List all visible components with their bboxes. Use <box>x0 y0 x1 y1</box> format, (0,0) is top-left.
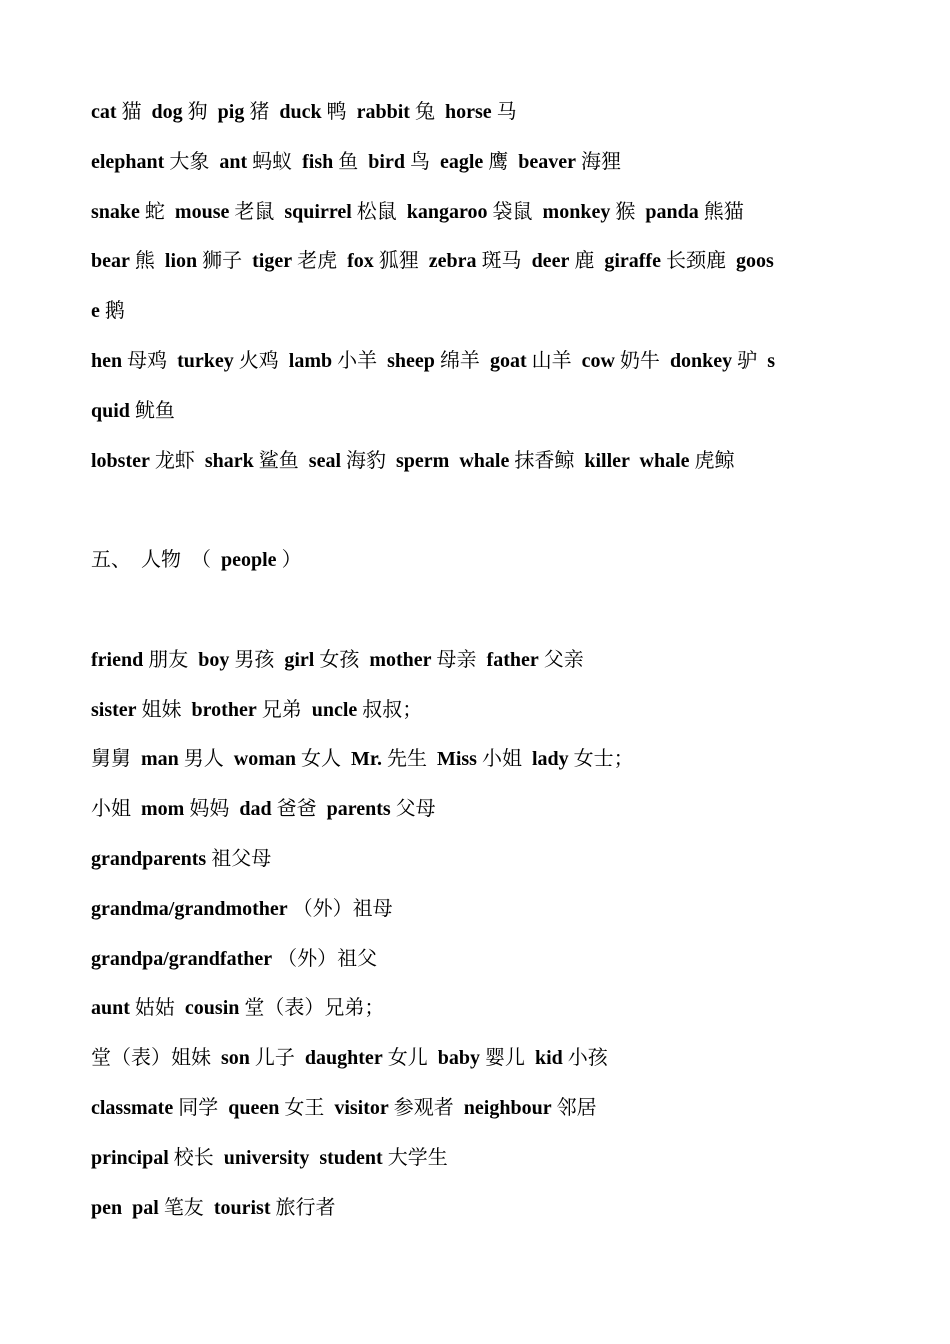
english-word: zebra <box>428 250 477 273</box>
chinese-meaning: 蛇 <box>144 200 165 223</box>
chinese-meaning: 山羊 <box>531 349 572 372</box>
vocab-line <box>91 887 871 937</box>
chinese-meaning: 五、 人物 （ <box>91 549 211 572</box>
blank-line <box>91 488 871 538</box>
vocab-line <box>91 289 871 339</box>
english-word: brother <box>191 698 257 721</box>
chinese-meaning: 鱿鱼 <box>134 399 175 422</box>
english-word: son <box>221 1047 250 1070</box>
chinese-meaning: ） <box>281 549 302 572</box>
chinese-meaning: 海豹 <box>346 449 387 472</box>
english-word: goat <box>489 349 527 372</box>
english-word: man <box>141 748 179 771</box>
chinese-meaning: 女孩 <box>319 648 360 671</box>
chinese-meaning: 狮子 <box>202 250 243 273</box>
english-word: s <box>767 349 775 372</box>
english-word: kid <box>534 1047 563 1070</box>
english-word: boy <box>198 648 230 671</box>
english-word: deer <box>531 250 570 273</box>
chinese-meaning: 奶牛 <box>619 349 660 372</box>
english-word: eagle <box>439 150 484 173</box>
chinese-meaning: 父母 <box>395 798 436 821</box>
english-word: e <box>91 300 100 323</box>
english-word: Miss <box>436 748 477 771</box>
chinese-meaning: 老鼠 <box>234 200 275 223</box>
blank-line <box>91 588 871 638</box>
vocab-line <box>91 937 871 987</box>
english-word: killer whale <box>584 449 690 472</box>
vocab-line <box>91 239 871 289</box>
english-word: fox <box>347 250 374 273</box>
english-word: lobster <box>91 449 150 472</box>
vocab-line <box>91 140 871 190</box>
chinese-meaning: 旅行者 <box>275 1196 336 1219</box>
english-word: duck <box>279 101 322 123</box>
english-word: tourist <box>213 1196 271 1219</box>
vocab-line <box>91 1036 871 1086</box>
chinese-meaning: 狗 <box>187 101 208 123</box>
english-word: university student <box>223 1146 383 1169</box>
vocab-line <box>91 1136 871 1186</box>
chinese-meaning: 堂（表）兄弟； <box>244 997 385 1020</box>
chinese-meaning: 参观者 <box>393 1096 454 1119</box>
chinese-meaning: （外）祖父 <box>277 947 378 970</box>
english-word: aunt <box>91 997 130 1020</box>
english-word: father <box>486 648 539 671</box>
chinese-meaning: 父亲 <box>543 648 584 671</box>
chinese-meaning: 笔友 <box>163 1196 204 1219</box>
chinese-meaning: 小姐 <box>91 798 131 821</box>
chinese-meaning: 鲨鱼 <box>258 449 299 472</box>
english-word: grandparents <box>91 847 207 870</box>
vocab-line <box>91 638 871 688</box>
chinese-meaning: 龙虾 <box>154 449 195 472</box>
english-word: mom <box>141 798 185 821</box>
chinese-meaning: 鹿 <box>574 250 595 273</box>
chinese-meaning: 虎鲸 <box>694 449 735 472</box>
chinese-meaning: 邻居 <box>556 1096 597 1119</box>
chinese-meaning: 母亲 <box>436 648 477 671</box>
chinese-meaning: 海狸 <box>581 150 622 173</box>
chinese-meaning: 小孩 <box>567 1047 608 1070</box>
english-word: seal <box>308 449 342 472</box>
chinese-meaning: 女人 <box>301 748 342 771</box>
chinese-meaning: 女士； <box>573 748 634 771</box>
english-word: parents <box>326 798 391 821</box>
english-word: classmate <box>91 1096 174 1119</box>
english-word: beaver <box>518 150 577 173</box>
vocab-line <box>91 1186 871 1236</box>
vocab-line <box>91 90 871 140</box>
chinese-meaning: 大学生 <box>387 1146 448 1169</box>
chinese-meaning: 松鼠 <box>356 200 397 223</box>
chinese-meaning: 长颈鹿 <box>665 250 726 273</box>
english-word: cousin <box>184 997 240 1020</box>
vocabulary-list <box>91 90 871 1235</box>
chinese-meaning: 蚂蚁 <box>252 150 293 173</box>
english-word: woman <box>233 748 297 771</box>
chinese-meaning: 叔叔； <box>362 698 423 721</box>
chinese-meaning: 绵羊 <box>439 349 480 372</box>
vocab-line <box>91 439 871 489</box>
chinese-meaning: 猪 <box>249 101 270 123</box>
english-word: giraffe <box>604 250 661 273</box>
chinese-meaning: 袋鼠 <box>492 200 533 223</box>
vocab-line <box>91 339 871 389</box>
english-word: goos <box>735 250 774 273</box>
english-word: hen <box>91 349 123 372</box>
english-word: donkey <box>669 349 733 372</box>
chinese-meaning: 舅舅 <box>91 748 131 771</box>
vocab-line <box>91 737 871 787</box>
english-word: friend <box>91 648 144 671</box>
english-word: sperm whale <box>396 449 510 472</box>
chinese-meaning: 驴 <box>737 349 758 372</box>
english-word: pig <box>217 101 245 123</box>
english-word: cat <box>91 101 117 123</box>
chinese-meaning: 抹香鲸 <box>514 449 575 472</box>
english-word: daughter <box>304 1047 383 1070</box>
vocab-line <box>91 538 871 588</box>
english-word: fish <box>302 150 334 173</box>
english-word: lion <box>164 250 198 273</box>
english-word: mother <box>369 648 432 671</box>
english-word: mouse <box>174 200 230 223</box>
chinese-meaning: 鹰 <box>488 150 509 173</box>
vocab-line <box>91 986 871 1036</box>
english-word: Mr. <box>351 748 382 771</box>
english-word: horse <box>444 101 492 123</box>
english-word: grandma/grandmother <box>91 897 288 920</box>
chinese-meaning: 斑马 <box>481 250 522 273</box>
chinese-meaning: （外）祖母 <box>292 897 393 920</box>
chinese-meaning: 姑姑 <box>134 997 175 1020</box>
vocab-line <box>91 787 871 837</box>
english-word: sister <box>91 698 137 721</box>
english-word: bird <box>368 150 405 173</box>
chinese-meaning: 朋友 <box>148 648 189 671</box>
english-word: people <box>221 549 277 572</box>
english-word: visitor <box>334 1096 389 1119</box>
english-word: lady <box>531 748 569 771</box>
chinese-meaning: 猫 <box>121 101 142 123</box>
chinese-meaning: 同学 <box>178 1096 219 1119</box>
chinese-meaning: 大象 <box>169 150 210 173</box>
english-word: neighbour <box>463 1096 552 1119</box>
english-word: rabbit <box>356 101 410 123</box>
chinese-meaning: 校长 <box>173 1146 214 1169</box>
chinese-meaning: 小羊 <box>337 349 378 372</box>
english-word: pen pal <box>91 1196 159 1219</box>
chinese-meaning: 鱼 <box>338 150 359 173</box>
chinese-meaning: 堂（表）姐妹 <box>91 1047 211 1070</box>
english-word: grandpa/grandfather <box>91 947 273 970</box>
chinese-meaning: 老虎 <box>297 250 338 273</box>
english-word: cow <box>581 349 615 372</box>
english-word: baby <box>437 1047 480 1070</box>
english-word: monkey <box>542 200 611 223</box>
english-word: tiger <box>252 250 293 273</box>
chinese-meaning: 女王 <box>284 1096 325 1119</box>
chinese-meaning: 狐狸 <box>378 250 419 273</box>
english-word: quid <box>91 399 130 422</box>
vocab-line <box>91 389 871 439</box>
english-word: squirrel <box>284 200 352 223</box>
chinese-meaning: 鸭 <box>326 101 347 123</box>
english-word: bear <box>91 250 130 273</box>
vocab-line <box>91 837 871 887</box>
chinese-meaning: 猴 <box>615 200 636 223</box>
chinese-meaning: 儿子 <box>254 1047 295 1070</box>
english-word: ant <box>219 150 248 173</box>
vocab-line <box>91 688 871 738</box>
chinese-meaning: 男孩 <box>234 648 275 671</box>
english-word: uncle <box>311 698 358 721</box>
english-word: dog <box>151 101 183 123</box>
chinese-meaning: 兄弟 <box>261 698 302 721</box>
chinese-meaning: 兔 <box>414 101 435 123</box>
english-word: girl <box>284 648 315 671</box>
chinese-meaning: 小姐 <box>481 748 522 771</box>
chinese-meaning: 女儿 <box>387 1047 428 1070</box>
english-word: principal <box>91 1146 169 1169</box>
english-word: elephant <box>91 150 165 173</box>
chinese-meaning: 马 <box>496 101 517 123</box>
chinese-meaning: 鹅 <box>104 300 125 323</box>
english-word: dad <box>239 798 272 821</box>
english-word: snake <box>91 200 140 223</box>
english-word: shark <box>204 449 254 472</box>
chinese-meaning: 熊 <box>134 250 155 273</box>
chinese-meaning: 祖父母 <box>211 847 272 870</box>
chinese-meaning: 鸟 <box>409 150 430 173</box>
chinese-meaning: 妈妈 <box>189 798 230 821</box>
chinese-meaning: 熊猫 <box>703 200 744 223</box>
english-word: kangaroo <box>406 200 488 223</box>
chinese-meaning: 婴儿 <box>484 1047 525 1070</box>
chinese-meaning: 母鸡 <box>127 349 168 372</box>
english-word: lamb <box>288 349 333 372</box>
chinese-meaning: 先生 <box>386 748 427 771</box>
english-word: queen <box>228 1096 280 1119</box>
chinese-meaning: 姐妹 <box>141 698 182 721</box>
vocab-line <box>91 190 871 240</box>
vocab-line <box>91 1086 871 1136</box>
chinese-meaning: 火鸡 <box>238 349 279 372</box>
english-word: panda <box>645 200 699 223</box>
chinese-meaning: 男人 <box>183 748 224 771</box>
english-word: sheep <box>387 349 435 372</box>
chinese-meaning: 爸爸 <box>276 798 317 821</box>
english-word: turkey <box>177 349 234 372</box>
